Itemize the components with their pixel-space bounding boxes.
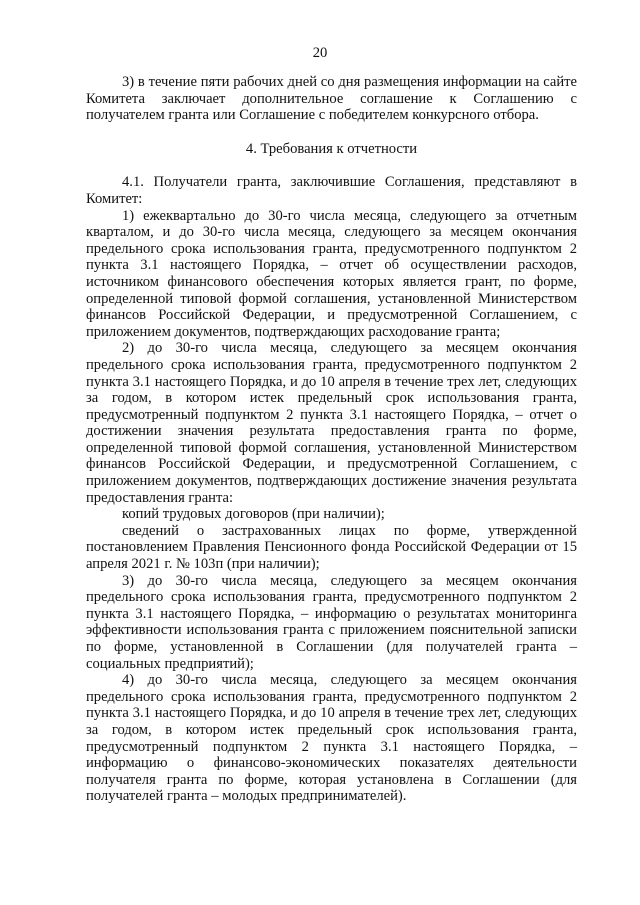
list-item-2: 2) до 30-го числа месяца, следующего за месяцем окончания предельного срока использования гранта, предусмотренного подпунктом 2 пункта 3.1 настоящего Порядка, и до 10 апреля в течение трех лет, следующих за годом, в котором истек предельный срок использования гранта, предусмотренный подпунктом 2 пункта 3.1 настоящего Порядка, – отчет о достижении значения результата предоставления гранта по форме, определенной типовой формой соглашения, установленной Министерством финансов Российской Федерации, и предусмотренной Соглашением, с приложением документов, подтверждающих достижение значения результата предоставления гранта: bbox=[86, 340, 577, 506]
list-item-3: 3) до 30-го числа месяца, следующего за месяцем окончания предельного срока использования гранта, предусмотренного подпунктом 2 пункта 3.1 настоящего Порядка, – информацию о результатах мониторинга эффективности использования гранта с приложением пояснительной записки по форме, установленной в Соглашении (для получателей гранта – социальных предприятий); bbox=[86, 572, 577, 672]
list-item-2-sub-1: копий трудовых договоров (при наличии); bbox=[122, 506, 385, 523]
paragraph-3-intro: 3) в течение пяти рабочих дней со дня размещения информации на сайте Комитета заключает дополнительное соглашение к Соглашению с получателем гранта или Соглашение с победителем конкурсного отбора. bbox=[86, 74, 577, 124]
section-heading: 4. Требования к отчетности bbox=[245, 140, 418, 157]
list-item-2-sub-2: сведений о застрахованных лицах по форме, утвержденной постановлением Правления Пенсионного фонда Российской Федерации от 15 апреля 2021 г. № 103п (при наличии); bbox=[86, 522, 577, 573]
list-item-4: 4) до 30-го числа месяца, следующего за месяцем окончания предельного срока использования гранта, предусмотренного подпунктом 2 пункта 3.1 настоящего Порядка, и до 10 апреля в течение трех лет, следующих за годом, в котором истек предельный срок использования гранта, предусмотренный подпунктом 2 пункта 3.1 настоящего Порядка, – информацию о финансово-экономических показателях деятельности получателя гранта по форме, которая установлена в Соглашении (для получателей гранта – молодых предпринимателей). bbox=[86, 672, 577, 805]
page-number: 20 bbox=[312, 45, 328, 61]
paragraph-4-1: 4.1. Получатели гранта, заключившие Соглашения, представляют в Комитет: bbox=[86, 174, 577, 207]
document-body bbox=[86, 74, 577, 805]
list-item-1: 1) ежеквартально до 30-го числа месяца, следующего за отчетным кварталом, и до 30-го числа месяца, следующего за месяцем окончания предельного срока использования гранта, предусмотренного подпунктом 2 пункта 3.1 настоящего Порядка, – отчет об осуществлении расходов, источником финансового обеспечения которых является грант, по форме, определенной типовой формой соглашения, установленной Министерством финансов Российской Федерации, и предусмотренной Соглашением, с приложением документов, подтверждающих расходование гранта; bbox=[86, 207, 577, 340]
